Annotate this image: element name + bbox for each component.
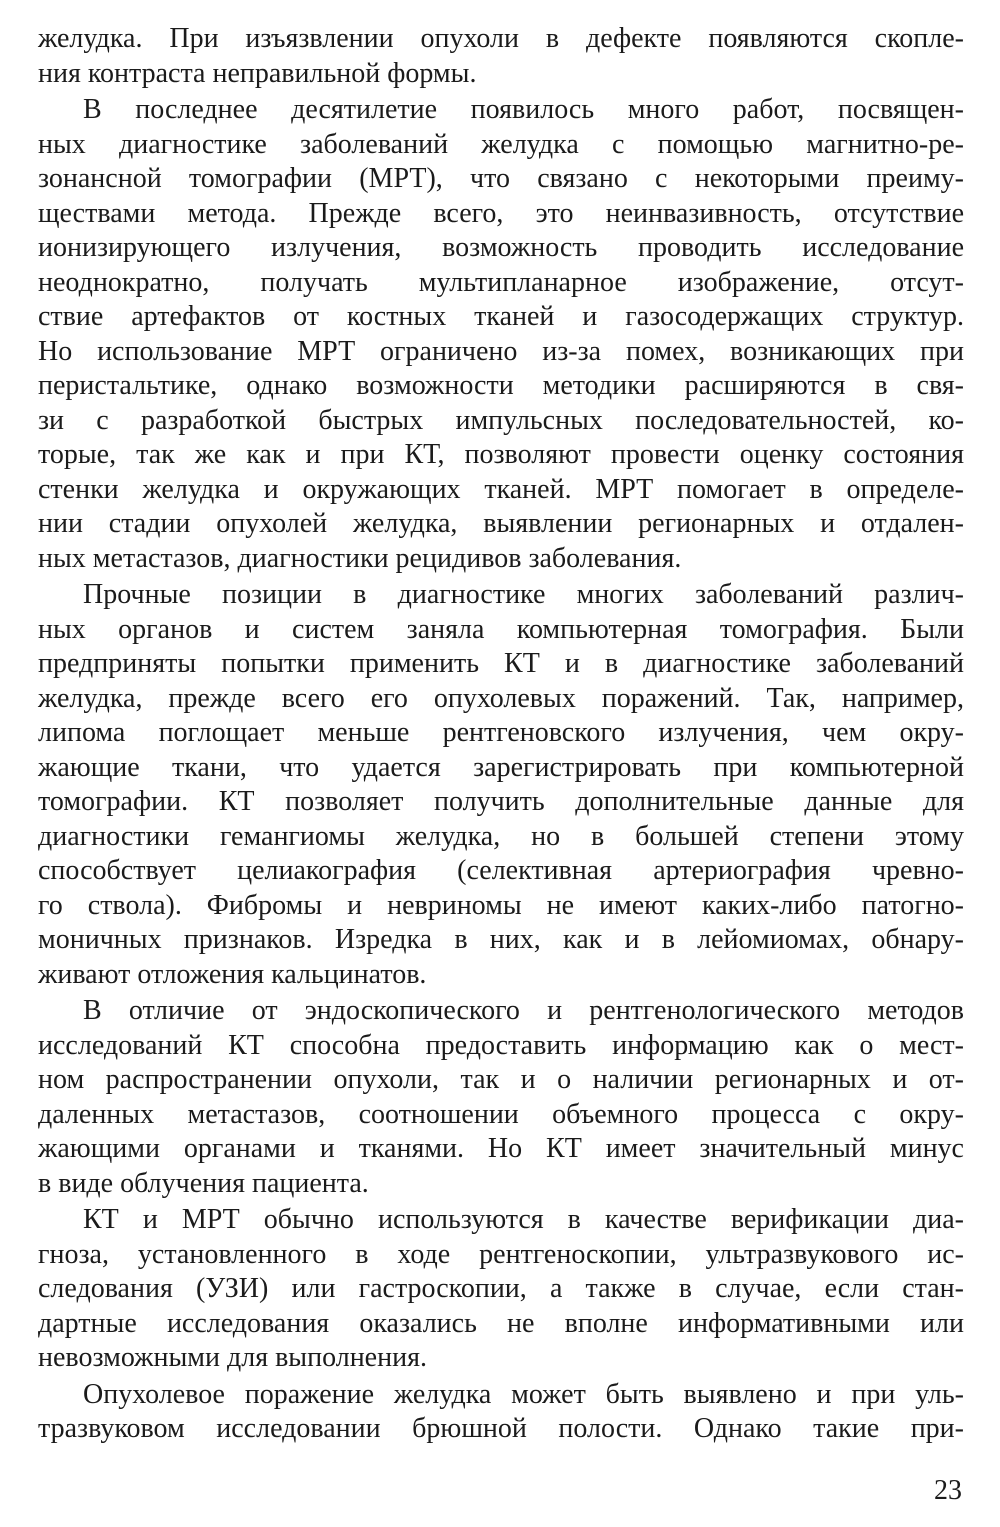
text-line: жающими органами и тканями. Но КТ имеет значительный минус [38, 1133, 964, 1164]
text-line: ных органов и систем заняла компьютерная томография. Были [38, 613, 964, 645]
text-line: Опухолевое поражение желудка может быть выявлено и при уль- [83, 1378, 964, 1410]
text-line: Прочные позиции в диагностике многих заболеваний различ- [83, 579, 964, 610]
text-line: в виде облучения пациента. [38, 1167, 369, 1199]
paragraph-5 [38, 1203, 964, 1376]
text-line: предприняты попытки применить КТ и в диагностике заболеваний [38, 648, 964, 679]
text-line: Но использование МРТ ограничено из-за помех, возникающих при [38, 335, 964, 367]
text-line: липома поглощает меньше рентгеновского излучения, чем окру- [38, 717, 964, 748]
text-line: зи с разработкой быстрых импульсных последовательностей, ко- [38, 404, 964, 436]
text-line: КТ и МРТ обычно используются в качестве верификации диа- [83, 1204, 964, 1235]
text-line: В последнее десятилетие появилось много работ, посвящен- [83, 94, 964, 125]
text-line: желудка, прежде всего его опухолевых поражений. Так, например, [38, 682, 964, 714]
text-line: перистальтике, однако возможности методики расширяются в свя- [38, 370, 964, 401]
paragraph-1 [38, 22, 964, 91]
text-line: В отличие от эндоскопического и рентгенологического методов [83, 995, 964, 1026]
paragraph-4 [38, 994, 964, 1201]
text-line: невозможными для выполнения. [38, 1342, 427, 1373]
text-line: ния контраста неправильной формы. [38, 57, 477, 89]
text-line: ном распространении опухоли, так и о наличии регионарных и от- [38, 1064, 964, 1095]
text-line: диагностики гемангиомы желудка, но в большей степени этому [38, 820, 964, 852]
text-line: торые, так же как и при КТ, позволяют провести оценку состояния [38, 439, 964, 470]
text-line: ствие артефактов от костных тканей и газосодержащих структур. [38, 301, 964, 332]
text-line: следования (УЗИ) или гастроскопии, а также в случае, если стан- [38, 1273, 964, 1304]
text-line: гноза, установленного в ходе рентгеноскопии, ультразвукового ис- [38, 1238, 964, 1270]
page-body [38, 22, 964, 1449]
text-line: даленных метастазов, соотношении объемного процесса с окру- [38, 1098, 964, 1130]
text-line: дартные исследования оказались не вполне информативными или [38, 1307, 964, 1339]
text-line: моничных признаков. Изредка в них, как и в лейомиомах, обнару- [38, 924, 964, 955]
text-line: неоднократно, получать мультипланарное изображение, отсут- [38, 266, 964, 298]
text-line: желудка. При изъязвлении опухоли в дефекте появляются скопле- [38, 23, 964, 54]
text-line: исследований КТ способна предоставить информацию как о мест- [38, 1029, 964, 1061]
text-line: ных диагностике заболеваний желудка с помощью магнитно-ре- [38, 128, 964, 160]
text-line: зонансной томографии (МРТ), что связано с некоторыми преиму- [38, 163, 964, 194]
text-line: нии стадии опухолей желудка, выявлении регионарных и отдален- [38, 508, 964, 539]
text-line: го ствола). Фибромы и невриномы не имеют каких-либо патогно- [38, 889, 964, 921]
text-line: тразвуковом исследовании брюшной полости. Однако такие при- [38, 1413, 964, 1444]
paragraph-2 [38, 93, 964, 576]
text-line: способствует целиакография (селективная артериография чревно- [38, 855, 964, 886]
text-line: ществами метода. Прежде всего, это неинвазивность, отсутствие [38, 197, 964, 229]
text-line: стенки желудка и окружающих тканей. МРТ помогает в определе- [38, 473, 964, 505]
text-line: ных метастазов, диагностики рецидивов заболевания. [38, 542, 682, 574]
text-line: томографии. КТ позволяет получить дополнительные данные для [38, 786, 964, 817]
paragraph-3 [38, 578, 964, 992]
paragraph-6 [38, 1378, 964, 1447]
text-line: ионизирующего излучения, возможность проводить исследование [38, 232, 964, 263]
text-line: живают отложения кальцинатов. [38, 958, 427, 990]
text-line: жающие ткани, что удается зарегистрировать при компьютерной [38, 751, 964, 783]
page-number: 23 [934, 1475, 962, 1506]
